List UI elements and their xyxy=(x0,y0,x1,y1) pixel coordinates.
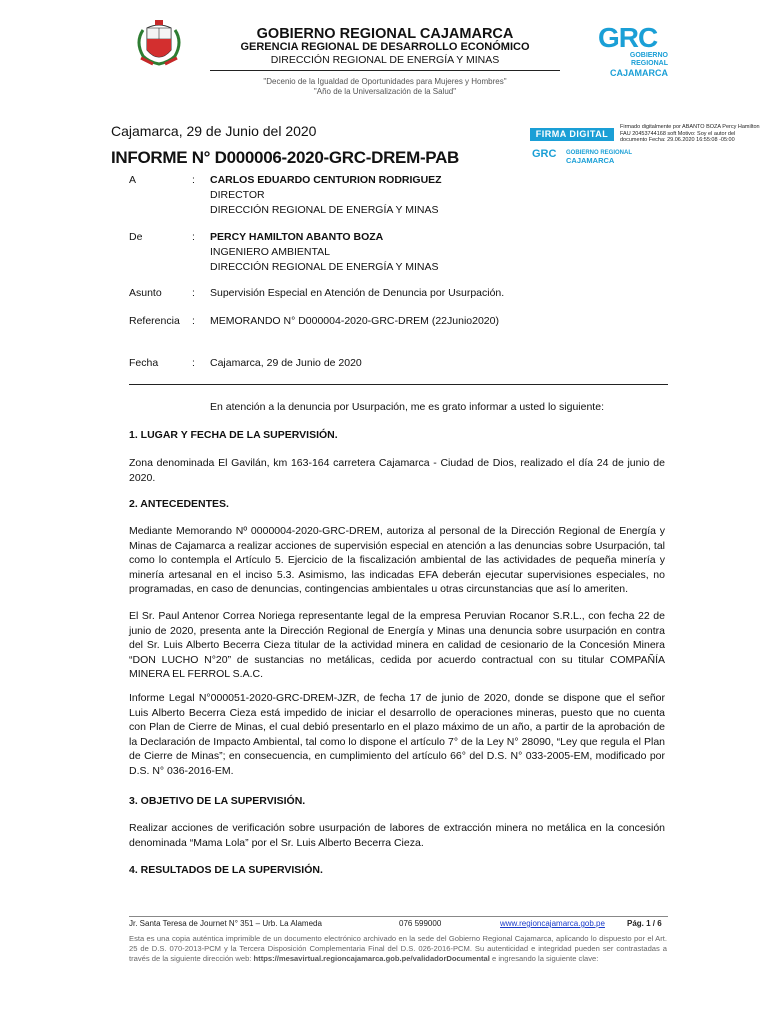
footer-web-link[interactable]: www.regioncajamarca.gob.pe xyxy=(500,919,605,928)
field-referencia-label: Referencia xyxy=(129,315,180,327)
field-asunto-label: Asunto xyxy=(129,287,162,299)
gerencia-name: GERENCIA REGIONAL DE DESARROLLO ECONÓMICO xyxy=(240,41,530,53)
recipient-role: DIRECTOR xyxy=(210,189,265,201)
field-referencia-value: MEMORANDO N° D000004-2020-GRC-DREM (22Junio2020) xyxy=(210,315,499,327)
grc-logo-sub-1: GOBIERNO REGIONAL xyxy=(629,52,668,67)
intro-text: En atención a la denuncia por Usurpación, me es grato informar a usted lo siguiente: xyxy=(210,401,604,413)
footer-note-text-end: e ingresando la siguiente clave: xyxy=(489,954,599,963)
direccion-name: DIRECCIÓN REGIONAL DE ENERGÍA Y MINAS xyxy=(270,54,500,66)
field-de-colon: : xyxy=(192,231,195,243)
field-asunto-colon: : xyxy=(192,287,195,299)
org-name: GOBIERNO REGIONAL CAJAMARCA xyxy=(256,26,514,42)
field-fecha-value: Cajamarca, 29 de Junio de 2020 xyxy=(210,357,362,369)
section-3-text: Realizar acciones de verificación sobre usurpación de labores de extracción minera no metálica en la concesión denominada “Mama Lola” por el Sr. Luis Alberto Becerra Cieza. xyxy=(129,822,665,849)
footer-address: Jr. Santa Teresa de Journet N° 351 – Urb. La Alameda xyxy=(129,919,322,928)
signature-note: Firmado digitalmente por ABANTO BOZA Percy Hamilton FAU 20453744168 soft Motivo: Soy el autor del documento Fecha: 29.06.2020 16:55:08 -05:00 xyxy=(620,124,760,143)
recipient-dept: DIRECCIÓN REGIONAL DE ENERGÍA Y MINAS xyxy=(210,204,439,216)
field-a-label: A xyxy=(129,174,137,186)
section-1-text: Zona denominada El Gavilán, km 163-164 carretera Cajamarca - Ciudad de Dios, realizado el día 24 de junio de 2020. xyxy=(129,457,665,484)
grc-logo-text: GRC xyxy=(598,22,658,53)
field-asunto-value: Supervisión Especial en Atención de Denuncia por Usurpación. xyxy=(210,287,505,299)
section-1-title: 1. LUGAR Y FECHA DE LA SUPERVISIÓN. xyxy=(129,429,338,441)
footer-authenticity-note xyxy=(129,934,667,964)
field-a-colon: : xyxy=(192,174,195,186)
footer-phone: 076 599000 xyxy=(399,919,442,928)
header-divider xyxy=(210,70,560,71)
field-a-value xyxy=(210,173,442,218)
sender-name: PERCY HAMILTON ABANTO BOZA xyxy=(210,231,384,243)
footer-validator-url[interactable]: https://mesavirtual.regioncajamarca.gob.pe/validadorDocumental xyxy=(253,954,490,963)
report-title: INFORME N° D000006-2020-GRC-DREM-PAB xyxy=(111,148,460,167)
field-referencia-colon: : xyxy=(192,315,195,327)
grc-logo xyxy=(598,24,668,76)
recipient-name: CARLOS EDUARDO CENTURION RODRIGUEZ xyxy=(210,174,442,186)
firma-grc-logo: GRC xyxy=(532,148,557,160)
section-2-title: 2. ANTECEDENTES. xyxy=(129,498,229,510)
firma-grc-sub-1: GOBIERNO REGIONAL xyxy=(566,150,633,156)
firma-digital-badge: FIRMA DIGITAL xyxy=(530,128,614,141)
field-de-label: De xyxy=(129,231,143,243)
fields-divider xyxy=(129,384,668,385)
section-4-title: 4. RESULTADOS DE LA SUPERVISIÓN. xyxy=(129,864,323,876)
section-2-paragraph-1: Mediante Memorando Nº 0000004-2020-GRC-DREM, autoriza al personal de la Dirección Regional de Energía y Minas de Cajamarca a realizar acciones de supervisión especial en atención a las denuncias sobre Usurpación, tal como lo contempla el Artículo 5. Ejercicio de la fiscalización ambiental de las actividades de pequeña minería y minería artesanal en el inciso 5.3. Asimismo, las indicadas EFA deberán ejecutar supervisiones especiales, no programadas, en caso de denuncias, contingencias ambientales u otras circunstancias que así lo ameriten. xyxy=(129,525,665,595)
decenio-text xyxy=(210,77,560,97)
firma-grc-logo-sub xyxy=(566,150,632,165)
firma-grc-sub-2: CAJAMARCA xyxy=(566,156,615,165)
section-3-title: 3. OBJETIVO DE LA SUPERVISIÓN. xyxy=(129,795,306,807)
sender-role: INGENIERO AMBIENTAL xyxy=(210,246,330,258)
sender-dept: DIRECCIÓN REGIONAL DE ENERGÍA Y MINAS xyxy=(210,261,439,273)
section-2-paragraph-3: Informe Legal N°000051-2020-GRC-DREM-JZR, de fecha 17 de junio de 2020, donde se dispone que el señor Luis Alberto Becerra Cieza está impedido de iniciar el desarrollo de operaciones mineras, puesto que no cuenta con Plan de Cierre de Minas, el cual debió presentarlo en el plazo máximo de un año, a partir de la aprobación de la Declaración de Impacto Ambiental, tal como lo dispone el artículo 7° de la Ley N° 28090, “Ley que regula el Plan de Cierre de Minas”; en consecuencia, en cumplimiento del artículo 66° del D.S. N° 033-2005-EM, modificado por D.S. N° 036-2016-EM. xyxy=(129,692,665,777)
section-2-paragraph-2: El Sr. Paul Antenor Correa Noriega representante legal de la empresa Peruvian Rocanor S.R.L., con fecha 22 de junio de 2020, presenta ante la Dirección Regional de Energía y Minas una denuncia sobre usurpación en contra del Sr. Luis Alberto Becerra Cieza titular de la actividad minera en calidad de cesionario de la Concesión Minera “DON LUCHO N°20” de sustancias no metálicas, cedida por acuerdo contractual con su titular COMPAÑÍA MINERA EL FERROL S.A.C. xyxy=(129,610,665,680)
footer-note-text: Esta es una copia auténtica imprimible de un documento electrónico archivado en la sede del Gobierno Regional Cajamarca, aplicando lo dispuesto por el Art. 25 de D.S. 070-2013-PCM y la Tercera Disposición Complementaria Final del D.S. 026-2016-PCM. Su autenticidad e integridad pueden ser contrastadas a través de la siguiente dirección web: xyxy=(129,934,667,963)
field-fecha-label: Fecha xyxy=(129,357,159,369)
decenio-line-2: "Año de la Universalización de la Salud" xyxy=(313,87,457,96)
grc-logo-sub-2: CAJAMARCA xyxy=(610,68,668,78)
peru-coat-of-arms-logo xyxy=(133,20,185,68)
footer-page-number: Pág. 1 / 6 xyxy=(627,919,662,928)
decenio-line-1: "Decenio de la Igualdad de Oportunidades para Mujeres y Hombres" xyxy=(263,77,507,86)
field-fecha-colon: : xyxy=(192,357,195,369)
footer-divider xyxy=(129,916,668,917)
document-date: Cajamarca, 29 de Junio del 2020 xyxy=(111,123,317,139)
field-de-value xyxy=(210,230,439,275)
